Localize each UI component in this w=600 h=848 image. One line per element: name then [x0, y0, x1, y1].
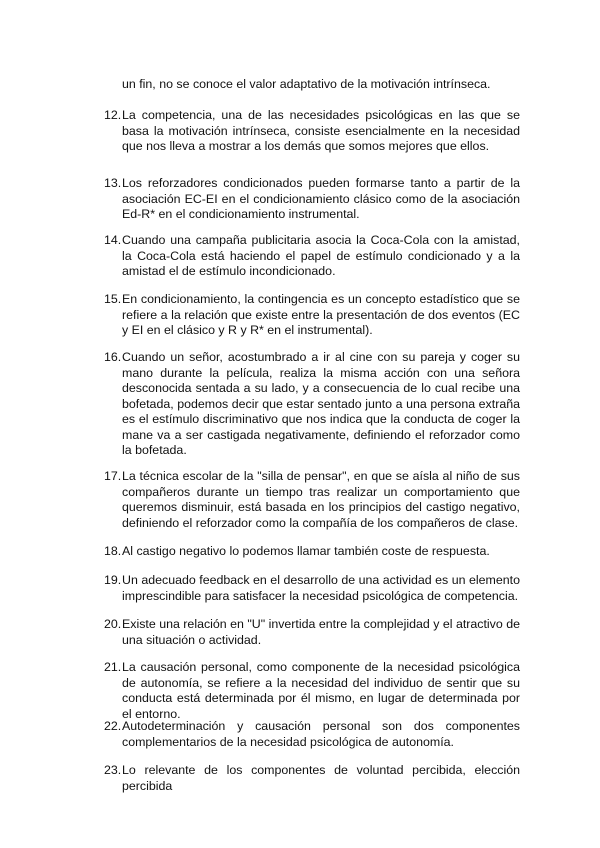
item-number: 19. — [104, 573, 122, 587]
item-number: 21. — [104, 660, 122, 674]
item-text: Cuando un señor, acostumbrado a ir al cine con su pareja y coger su mano durante la película, realiza la misma acción con una señora desconocida sentada a su lado, y a consecuencia de lo cual recibe una bofetada, podemos decir que estar sentado junto a una persona extraña es el estímulo discriminativo que nos indica que la conducta de coger la mane va a ser castigada negativamente, definiendo el reforzador como la bofetada. — [122, 350, 520, 457]
item-text: Lo relevante de los componentes de voluntad percibida, elección percibida — [122, 763, 520, 793]
item-number: 22. — [104, 719, 122, 733]
continuation-text: un fin, no se conoce el valor adaptativo de la motivación intrínseca. — [122, 77, 491, 91]
item-text: La técnica escolar de la "silla de pensar", en que se aísla al niño de sus compañeros durante un tiempo tras realizar un comportamiento que queremos disminuir, está basada en los principios del castigo negativo, definiendo el reforzador como la compañía de los compañeros de clase. — [122, 469, 520, 530]
list-item-13 — [104, 176, 520, 223]
item-number: 20. — [104, 617, 122, 631]
list-item-20 — [104, 617, 520, 648]
item-text: Existe una relación en "U" invertida entre la complejidad y el atractivo de una situación o actividad. — [122, 617, 520, 647]
item-text: Los reforzadores condicionados pueden formarse tanto a partir de la asociación EC-EI en el condicionamiento clásico como de la asociación Ed-R* en el condicionamiento instrumental. — [122, 176, 520, 221]
list-item-21 — [104, 660, 520, 722]
list-item-12 — [104, 108, 520, 155]
item-number: 14. — [104, 233, 122, 247]
item-number: 13. — [104, 176, 122, 190]
list-item-15 — [104, 292, 520, 339]
list-item-22 — [104, 719, 520, 750]
list-item-18 — [104, 544, 520, 560]
list-item-14 — [104, 233, 520, 280]
item-number: 16. — [104, 350, 122, 364]
item-number: 12. — [104, 108, 122, 122]
item-text: Autodeterminación y causación personal son dos componentes complementarios de la necesidad psicológica de autonomía. — [122, 719, 520, 749]
list-item-17 — [104, 469, 520, 531]
item-text: La causación personal, como componente de la necesidad psicológica de autonomía, se refiere a la necesidad del individuo de sentir que su conducta está determinada por él mismo, en lugar de determinada por el entorno. — [122, 660, 520, 721]
item-text: En condicionamiento, la contingencia es un concepto estadístico que se refiere a la relación que existe entre la presentación de dos eventos (EC y EI en el clásico y R y R* en el instrumental). — [122, 292, 520, 337]
item-number: 18. — [104, 544, 122, 558]
item-text: Al castigo negativo lo podemos llamar también coste de respuesta. — [122, 544, 490, 558]
item-text: Un adecuado feedback en el desarrollo de una actividad es un elemento imprescindible para satisfacer la necesidad psicológica de competencia. — [122, 573, 520, 603]
list-item-16 — [104, 350, 520, 459]
item-number: 17. — [104, 469, 122, 483]
list-item-19 — [104, 573, 520, 604]
list-item-23 — [104, 763, 520, 794]
item-number: 23. — [104, 763, 122, 777]
item-text: La competencia, una de las necesidades psicológicas en las que se basa la motivación intrínseca, consiste esencialmente en la necesidad que nos lleva a mostrar a los demás que somos mejores que ellos. — [122, 108, 520, 153]
item-text: Cuando una campaña publicitaria asocia la Coca-Cola con la amistad, la Coca-Cola está haciendo el papel de estímulo condicionado y a la amistad el de estímulo incondicionado. — [122, 233, 520, 278]
item-number: 15. — [104, 292, 122, 306]
